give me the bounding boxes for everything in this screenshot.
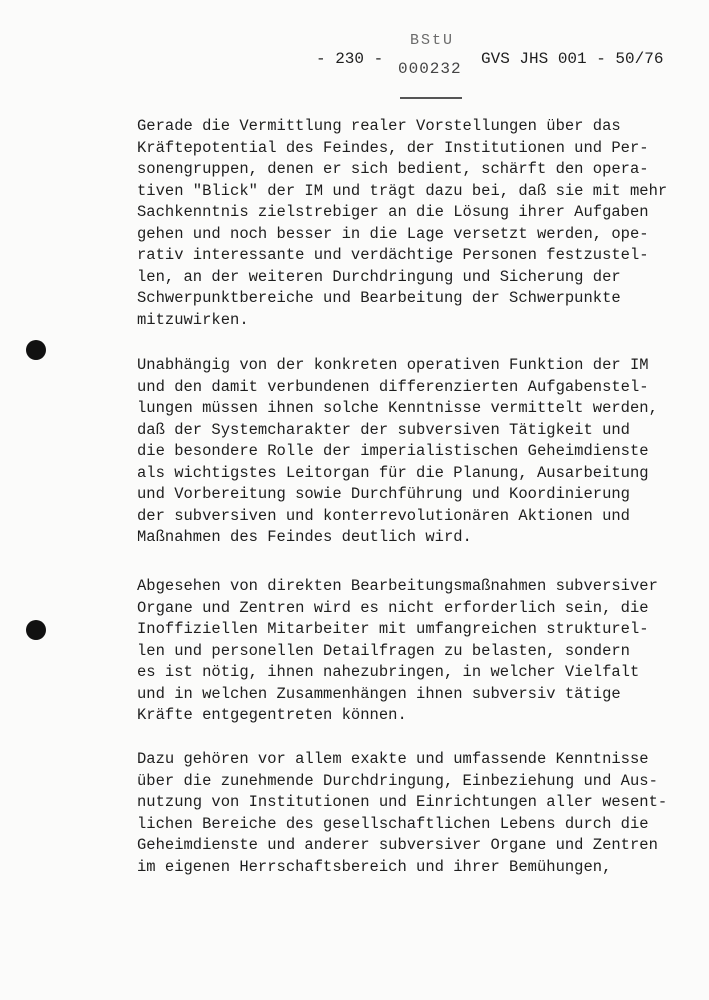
- text-line: Maßnahmen des Feindes deutlich wird.: [137, 528, 472, 546]
- text-line: Geheimdienste und anderer subversiver Organe und Zentren: [137, 836, 658, 854]
- text-line: Schwerpunktbereiche und Bearbeitung der Schwerpunkte: [137, 289, 621, 307]
- text-line: im eigenen Herrschaftsbereich und ihrer Bemühungen,: [137, 857, 612, 876]
- archive-stamp-label: BStU: [410, 32, 455, 49]
- text-line: lichen Bereiche des gesellschaftlichen Lebens durch die: [137, 814, 649, 833]
- text-line: Dazu gehören vor allem exakte und umfassende Kenntnisse: [137, 750, 649, 768]
- text-line: Inoffiziellen Mitarbeiter mit umfangreichen strukturel-: [137, 620, 649, 638]
- text-line: Organe und Zentren wird es nicht erforderlich sein, die: [137, 598, 649, 617]
- text-line: Kräfte entgegentreten können.: [137, 706, 407, 724]
- text-line: gehen und noch besser in die Lage versetzt werden, ope-: [137, 224, 649, 243]
- text-line: len und personellen Detailfragen zu belasten, sondern: [137, 641, 630, 660]
- text-line: und den damit verbundenen differenzierten Aufgabenstel-: [137, 377, 649, 396]
- paragraph-3: [137, 576, 657, 727]
- text-line: Abgesehen von direkten Bearbeitungsmaßnahmen subversiver: [137, 577, 658, 595]
- text-line: len, an der weiteren Durchdringung und Sicherung der: [137, 267, 621, 286]
- archive-stamp-number: 000232: [398, 60, 462, 78]
- punch-hole-upper: [26, 340, 46, 360]
- page-number: - 230 -: [316, 50, 384, 68]
- text-line: Kräftepotential des Feindes, der Institutionen und Per-: [137, 138, 649, 157]
- text-line: die besondere Rolle der imperialistischen Geheimdienste: [137, 442, 649, 460]
- paragraph-4: [137, 749, 668, 878]
- text-line: sonengruppen, denen er sich bedient, schärft den opera-: [137, 160, 649, 178]
- header-underline: [400, 97, 462, 99]
- text-line: es ist nötig, ihnen nahezubringen, in welcher Vielfalt: [137, 663, 640, 681]
- text-line: der subversiven und konterrevolutionären Aktionen und: [137, 506, 630, 525]
- text-line: nutzung von Institutionen und Einrichtungen aller wesent-: [137, 793, 668, 811]
- text-line: und Vorbereitung sowie Durchführung und Koordinierung: [137, 485, 630, 503]
- text-line: über die zunehmende Durchdringung, Einbeziehung und Aus-: [137, 771, 658, 790]
- text-line: lungen müssen ihnen solche Kenntnisse vermittelt werden,: [137, 399, 658, 417]
- text-line: Unabhängig von der konkreten operativen Funktion der IM: [137, 356, 649, 374]
- punch-hole-lower: [26, 620, 46, 640]
- text-line: Sachkenntnis zielstrebiger an die Lösung ihrer Aufgaben: [137, 203, 649, 221]
- text-line: mitzuwirken.: [137, 310, 249, 329]
- text-line: und in welchen Zusammenhängen ihnen subversiv tätige: [137, 684, 621, 703]
- paragraph-2: [137, 355, 657, 549]
- text-line: Gerade die Vermittlung realer Vorstellungen über das: [137, 117, 621, 135]
- text-line: tiven "Blick" der IM und trägt dazu bei, daß sie mit mehr: [137, 181, 668, 200]
- text-line: rativ interessante und verdächtige Personen festzustel-: [137, 246, 649, 264]
- document-reference: GVS JHS 001 - 50/76: [481, 50, 664, 68]
- text-line: als wichtigstes Leitorgan für die Planung, Ausarbeitung: [137, 463, 649, 482]
- text-line: daß der Systemcharakter der subversiven Tätigkeit und: [137, 420, 630, 439]
- paragraph-1: [137, 116, 668, 331]
